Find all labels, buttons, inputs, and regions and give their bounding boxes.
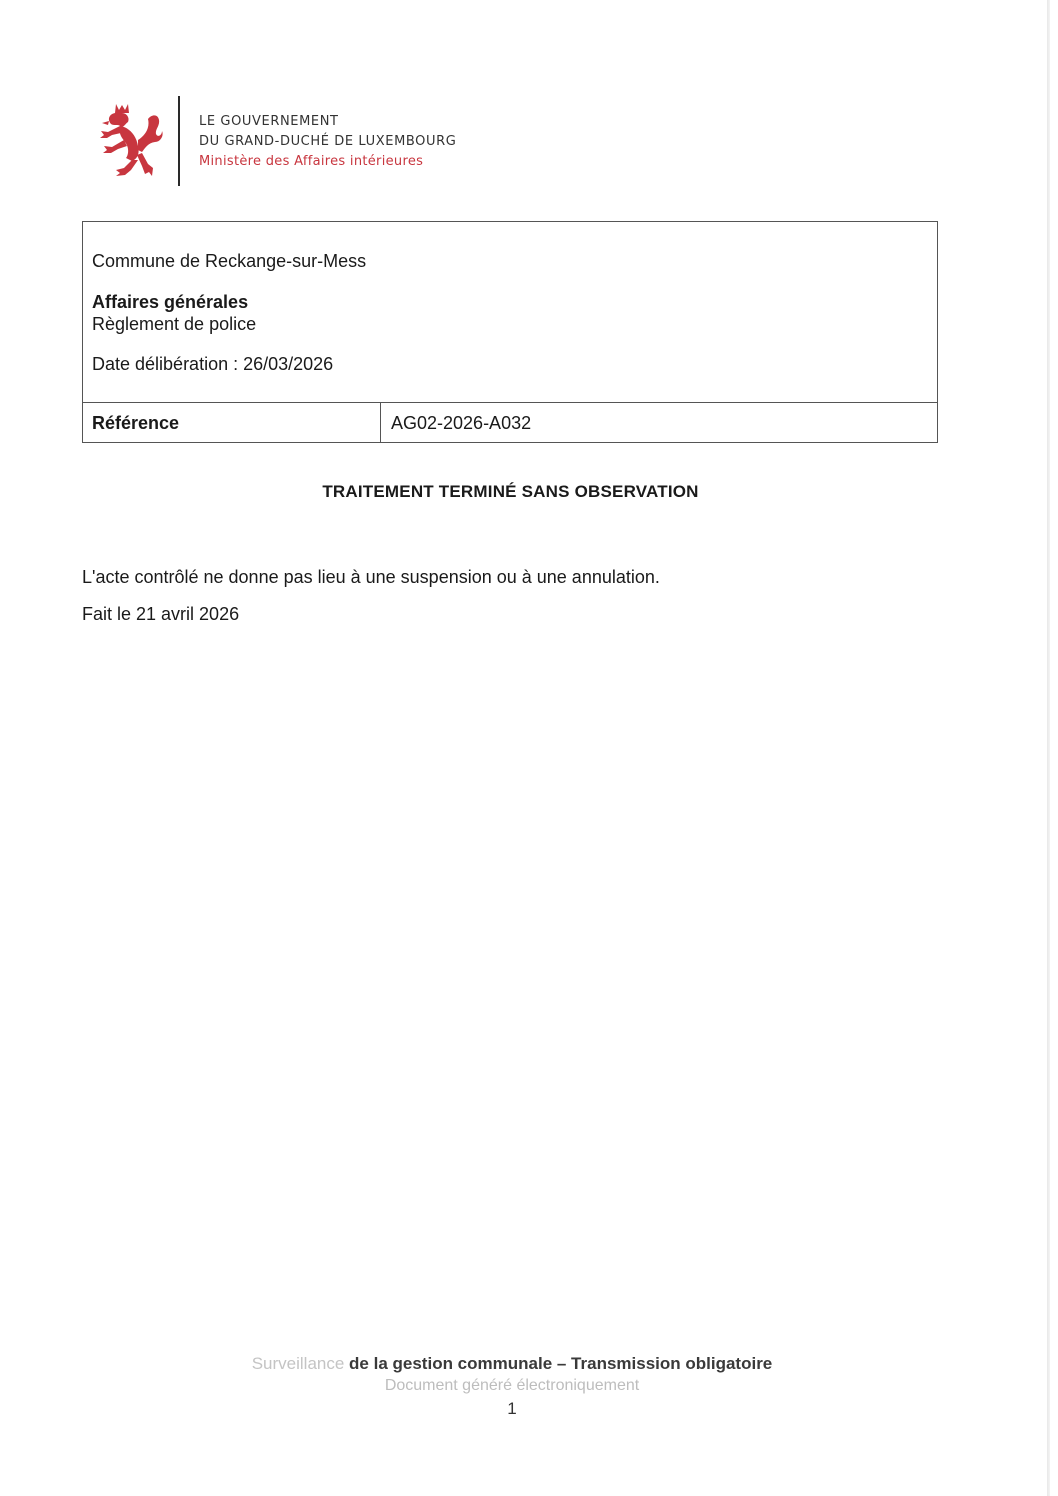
deliberation-date: Date délibération : 26/03/2026 bbox=[92, 354, 334, 374]
subject-text: Règlement de police bbox=[92, 314, 257, 334]
government-line2: DU GRAND-DUCHÉ DE LUXEMBOURG bbox=[199, 134, 457, 149]
status-title: TRAITEMENT TERMINÉ SANS OBSERVATION bbox=[322, 482, 699, 501]
commune-name: Commune de Reckange-sur-Mess bbox=[92, 251, 367, 271]
reference-row bbox=[83, 403, 937, 442]
footer-title-rest: de la gestion communale – Transmission obligatoire bbox=[344, 1354, 773, 1373]
deliberation-details bbox=[92, 250, 366, 375]
reference-separator bbox=[380, 403, 381, 442]
page-number: 1 bbox=[507, 1399, 517, 1418]
statement-text: L'acte contrôlé ne donne pas lieu à une suspension ou à une annulation. bbox=[82, 567, 660, 587]
section-heading: Affaires générales bbox=[92, 292, 249, 312]
reference-value: AG02-2026-A032 bbox=[391, 413, 532, 433]
deliberation-info-box bbox=[82, 221, 938, 443]
letterhead-divider bbox=[178, 96, 180, 186]
footer-title-faded: Surveillance bbox=[251, 1354, 345, 1373]
done-date: Fait le 21 avril 2026 bbox=[82, 604, 240, 624]
red-lion-icon bbox=[98, 102, 164, 178]
government-title bbox=[199, 112, 456, 172]
ministry-name: Ministère des Affaires intérieures bbox=[199, 154, 424, 169]
government-line1: LE GOUVERNEMENT bbox=[199, 114, 339, 129]
footer-title bbox=[0, 1354, 1024, 1374]
reference-label: Référence bbox=[92, 413, 180, 433]
footer-generated-note: Document généré électroniquement bbox=[384, 1377, 640, 1394]
page-edge bbox=[1047, 0, 1050, 1496]
